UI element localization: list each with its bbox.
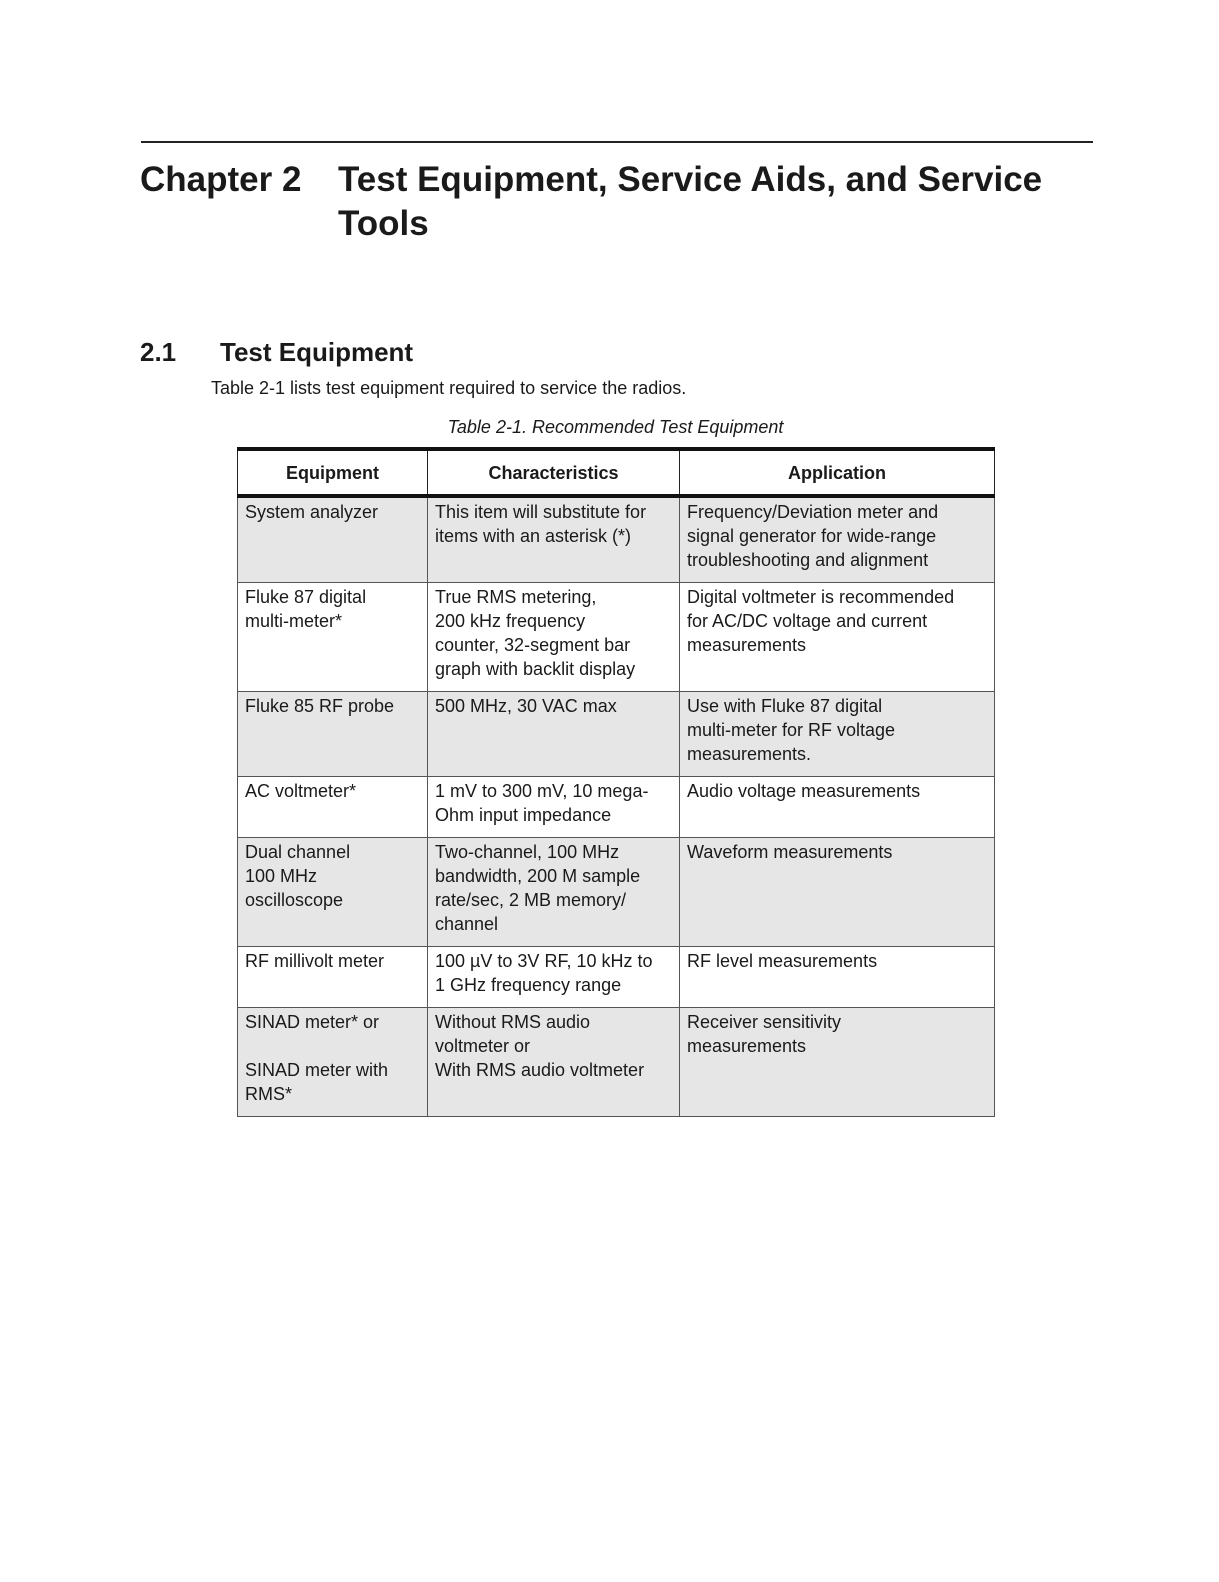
characteristics-cell [428, 947, 680, 1008]
table-caption: Table 2-1. Recommended Test Equipment [447, 417, 784, 437]
cell-line: AC voltmeter* [245, 781, 357, 801]
cell-line: measurements [687, 1036, 807, 1056]
cell-line: RMS* [245, 1084, 293, 1104]
cell-line: True RMS metering, [435, 587, 597, 607]
cell-line: Use with Fluke 87 digital [687, 696, 883, 716]
cell-line: items with an asterisk (*) [435, 526, 632, 546]
application-cell [680, 496, 995, 583]
cell-line: This item will substitute for [435, 502, 647, 522]
cell-line: oscilloscope [245, 890, 344, 910]
table-row [238, 583, 995, 692]
chapter-label: Chapter 2 [140, 160, 302, 199]
equipment-table [237, 447, 995, 1117]
equipment-cell [238, 496, 428, 583]
cell-line: SINAD meter* or [245, 1012, 380, 1032]
cell-line: Fluke 85 RF probe [245, 696, 395, 716]
cell-line: graph with backlit display [435, 659, 636, 679]
equipment-cell [238, 777, 428, 838]
table-row [238, 777, 995, 838]
cell-line: counter, 32-segment bar [435, 635, 631, 655]
cell-line: measurements [687, 635, 807, 655]
equipment-cell [238, 583, 428, 692]
table-header-row [238, 449, 995, 496]
cell-line: RF millivolt meter [245, 951, 385, 971]
cell-line: rate/sec, 2 MB memory/ [435, 890, 627, 910]
chapter-top-rule [141, 141, 1093, 143]
cell-line: 1 mV to 300 mV, 10 mega- [435, 781, 649, 801]
cell-line: bandwidth, 200 M sample [435, 866, 641, 886]
section-title: Test Equipment [220, 337, 414, 367]
table-row [238, 838, 995, 947]
cell-line: Digital voltmeter is recommended [687, 587, 955, 607]
cell-line: signal generator for wide-range [687, 526, 937, 546]
section-number: 2.1 [140, 337, 177, 367]
cell-line: 100 µV to 3V RF, 10 kHz to [435, 951, 653, 971]
characteristics-cell [428, 777, 680, 838]
cell-line: Ohm input impedance [435, 805, 612, 825]
cell-line: multi-meter for RF voltage [687, 720, 896, 740]
cell-line: channel [435, 914, 499, 934]
application-cell [680, 838, 995, 947]
equipment-cell [238, 1008, 428, 1117]
cell-line: 500 MHz, 30 VAC max [435, 696, 617, 716]
cell-line: Without RMS audio [435, 1012, 591, 1032]
application-cell [680, 1008, 995, 1117]
cell-line: RF level measurements [687, 951, 878, 971]
cell-line: Audio voltage measurements [687, 781, 921, 801]
equipment-cell [238, 692, 428, 777]
characteristics-cell [428, 496, 680, 583]
characteristics-cell [428, 1008, 680, 1117]
cell-line: multi-meter* [245, 611, 343, 631]
chapter-title: Test Equipment, Service Aids, and Service Tools [338, 160, 1043, 243]
cell-line: Receiver sensitivity [687, 1012, 842, 1032]
cell-line: voltmeter or [435, 1036, 531, 1056]
table-row [238, 496, 995, 583]
cell-gap [245, 1034, 420, 1058]
application-cell [680, 947, 995, 1008]
header-equipment: Equipment [238, 449, 428, 496]
application-cell [680, 692, 995, 777]
application-cell [680, 777, 995, 838]
cell-line: 1 GHz frequency range [435, 975, 622, 995]
cell-line: for AC/DC voltage and current [687, 611, 928, 631]
cell-line: Fluke 87 digital [245, 587, 367, 607]
header-application: Application [680, 449, 995, 496]
cell-line: measurements. [687, 744, 812, 764]
cell-line: Two-channel, 100 MHz [435, 842, 620, 862]
equipment-cell [238, 838, 428, 947]
cell-line: Dual channel [245, 842, 351, 862]
header-characteristics: Characteristics [428, 449, 680, 496]
application-cell [680, 583, 995, 692]
intro-paragraph: Table 2-1 lists test equipment required to service the radios. [211, 378, 687, 398]
characteristics-cell [428, 583, 680, 692]
cell-line: troubleshooting and alignment [687, 550, 929, 570]
table-row [238, 947, 995, 1008]
characteristics-cell [428, 838, 680, 947]
cell-line: System analyzer [245, 502, 379, 522]
cell-line: Waveform measurements [687, 842, 893, 862]
cell-line: With RMS audio voltmeter [435, 1060, 645, 1080]
equipment-cell [238, 947, 428, 1008]
table-row [238, 1008, 995, 1117]
cell-line: 100 MHz [245, 866, 318, 886]
cell-line: SINAD meter with [245, 1060, 389, 1080]
characteristics-cell [428, 692, 680, 777]
table-row [238, 692, 995, 777]
cell-line: 200 kHz frequency [435, 611, 586, 631]
cell-line: Frequency/Deviation meter and [687, 502, 939, 522]
